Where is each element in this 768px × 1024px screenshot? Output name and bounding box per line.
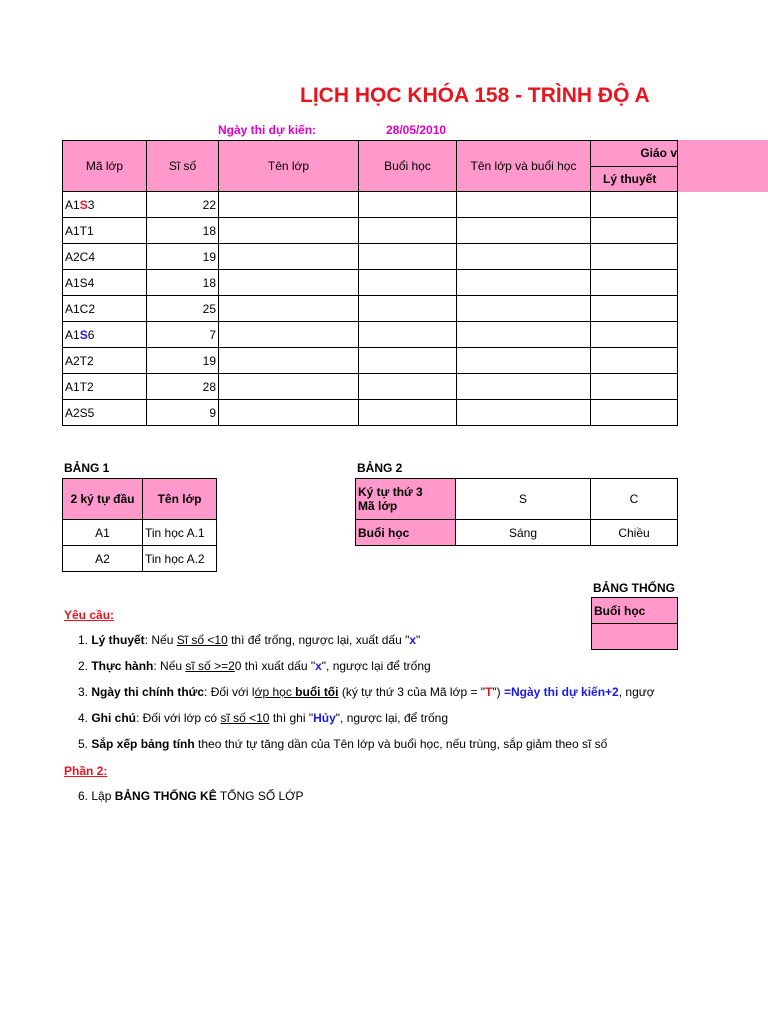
code-prefix: A1 (65, 327, 80, 342)
code-prefix: A1T2 (65, 379, 94, 394)
code-prefix: A2S5 (65, 405, 95, 420)
phan2-label: Phần 2: (64, 764, 108, 778)
bang1-row-code: A1 (63, 520, 143, 546)
cell-buoi-hoc[interactable] (359, 218, 457, 244)
cell-si-so[interactable]: 22 (147, 192, 219, 218)
page-title: LỊCH HỌC KHÓA 158 - TRÌNH ĐỘ A (300, 84, 650, 107)
req-text: thì để trống, ngược lại, xuất dấu " (227, 633, 410, 647)
req-text: TỔNG SỐ LỚP (216, 789, 304, 803)
header-buoi-hoc: Buổi học (359, 141, 457, 192)
header-ma-lop: Mã lớp (63, 141, 147, 192)
header-ly-thuyet: Lý thuyết (591, 166, 678, 192)
bang-thong-ke-header: Buổi học (592, 598, 678, 624)
req-text: theo thứ tự tăng dần của Tên lớp và buổi học, nếu trùng, sắp giảm theo sĩ số (194, 737, 608, 751)
cell-buoi-hoc[interactable] (359, 192, 457, 218)
req-number: 4. (78, 711, 92, 725)
bang2-title: BẢNG 2 (357, 461, 403, 475)
header-fill-extension (677, 140, 768, 192)
bang1-row-code: A2 (63, 546, 143, 572)
cell-buoi-hoc[interactable] (359, 400, 457, 426)
schedule-table (62, 140, 678, 426)
req-underlined: sĩ số >=2 (185, 659, 235, 673)
cell-ten-lop-buoi-hoc[interactable] (457, 374, 591, 400)
cell-ten-lop-buoi-hoc[interactable] (457, 218, 591, 244)
cell-buoi-hoc[interactable] (359, 244, 457, 270)
cell-ly-thuyet[interactable] (591, 374, 678, 400)
bang-thong-ke-cell (592, 624, 678, 650)
code-suffix: 3 (87, 197, 95, 212)
cell-ten-lop[interactable] (219, 348, 359, 374)
cell-ly-thuyet[interactable] (591, 192, 678, 218)
requirement-5 (78, 737, 607, 751)
req-t-mark: T (485, 685, 493, 699)
cell-si-so[interactable]: 19 (147, 244, 219, 270)
cell-ten-lop[interactable] (219, 270, 359, 296)
exam-date-label: Ngày thi dự kiến: (218, 123, 317, 137)
bang2-value-s: S (456, 479, 591, 520)
table-row (63, 192, 678, 218)
req-underlined-bold: buổi tối (295, 685, 339, 699)
bang2-table (355, 478, 678, 546)
req-underlined: sĩ số <10 (220, 711, 270, 725)
header-si-so: Sĩ số (147, 141, 219, 192)
req-text: thì ghi " (269, 711, 314, 725)
req-keyword: Lý thuyết (91, 633, 145, 647)
cell-ma-lop[interactable] (63, 270, 147, 296)
cell-buoi-hoc[interactable] (359, 270, 457, 296)
cell-ma-lop[interactable] (63, 218, 147, 244)
bang1-row-name: Tin học A.2 (143, 546, 217, 572)
requirement-4 (78, 711, 448, 725)
req-text: : Đối với l (204, 685, 255, 699)
bang2-value-chieu: Chiều (591, 520, 678, 546)
cell-ma-lop[interactable] (63, 192, 147, 218)
code-prefix: A1 (65, 197, 80, 212)
requirement-3 (78, 685, 677, 699)
table-row (63, 296, 678, 322)
cell-ten-lop[interactable] (219, 400, 359, 426)
cell-ma-lop[interactable] (63, 400, 147, 426)
cell-ten-lop-buoi-hoc[interactable] (457, 296, 591, 322)
cell-si-so[interactable]: 25 (147, 296, 219, 322)
bang2-header-ky-tu (356, 479, 456, 520)
req-keyword: Thực hành (91, 659, 154, 673)
req-x-mark: x (315, 659, 322, 673)
bang1-table (62, 478, 217, 572)
req-text: 0 thì xuất dấu " (234, 659, 316, 673)
cell-ten-lop[interactable] (219, 244, 359, 270)
req-text: ") (492, 685, 504, 699)
requirement-2 (78, 659, 431, 673)
bang2-header-ky-tu-line2: Mã lớp (358, 499, 398, 513)
req-formula: =Ngày thi dự kiến+2 (504, 685, 619, 699)
table-row (63, 322, 678, 348)
requirement-6 (78, 789, 303, 803)
req-text: : Nếu (153, 659, 186, 673)
header-giao-vien: Giáo v (591, 141, 678, 167)
table-row (63, 218, 678, 244)
cell-ten-lop[interactable] (219, 374, 359, 400)
req-number: 3. (78, 685, 92, 699)
header-ten-lop: Tên lớp (219, 141, 359, 192)
cell-ten-lop-buoi-hoc[interactable] (457, 400, 591, 426)
table-row (63, 400, 678, 426)
cell-ten-lop-buoi-hoc[interactable] (457, 192, 591, 218)
cell-si-so[interactable]: 18 (147, 270, 219, 296)
bang2-header-buoi-hoc: Buổi học (356, 520, 456, 546)
req-text: ", ngược lại để trống (321, 659, 431, 673)
cell-ma-lop[interactable] (63, 374, 147, 400)
req-keyword: Ghi chú (91, 711, 137, 725)
req-keyword: BẢNG THỐNG KÊ (114, 789, 217, 803)
bang-thong-ke-table (591, 597, 678, 650)
bang2-value-c: C (591, 479, 678, 520)
cell-ten-lop[interactable] (219, 296, 359, 322)
bang1-title: BẢNG 1 (64, 461, 110, 475)
cell-ma-lop[interactable] (63, 244, 147, 270)
cell-ly-thuyet[interactable] (591, 296, 678, 322)
req-text: : Đối với lớp có (136, 711, 221, 725)
code-prefix: A2T2 (65, 353, 94, 368)
requirement-1 (78, 633, 420, 647)
table-row (63, 270, 678, 296)
cell-ma-lop[interactable] (63, 296, 147, 322)
code-third-char: S (79, 197, 88, 212)
header-ten-lop-buoi-hoc: Tên lớp và buổi học (457, 141, 591, 192)
bang1-header-name: Tên lớp (143, 479, 217, 520)
req-number: 2. (78, 659, 92, 673)
cell-ly-thuyet[interactable] (591, 322, 678, 348)
cell-buoi-hoc[interactable] (359, 322, 457, 348)
cell-ten-lop[interactable] (219, 322, 359, 348)
cell-ten-lop[interactable] (219, 218, 359, 244)
req-text: (ký tự thứ 3 của Mã lớp = " (338, 685, 486, 699)
req-x-mark: x (409, 633, 417, 647)
req-number: 5. (78, 737, 92, 751)
bang1-row-name: Tin học A.1 (143, 520, 217, 546)
table-row (63, 374, 678, 400)
cell-si-so[interactable]: 28 (147, 374, 219, 400)
code-third-char: S (79, 327, 88, 342)
cell-si-so[interactable]: 18 (147, 218, 219, 244)
req-text: " (416, 633, 421, 647)
cell-ma-lop[interactable] (63, 348, 147, 374)
cell-ten-lop-buoi-hoc[interactable] (457, 322, 591, 348)
req-text: , ngượ (618, 685, 655, 699)
req-underlined: ớp học (254, 685, 296, 699)
req-text: ", ngược lại, để trống (335, 711, 448, 725)
cell-si-so[interactable]: 7 (147, 322, 219, 348)
req-huy-mark: Hủy (313, 711, 336, 725)
code-suffix: 6 (87, 327, 95, 342)
cell-ly-thuyet[interactable] (591, 244, 678, 270)
cell-ly-thuyet[interactable] (591, 348, 678, 374)
cell-ly-thuyet[interactable] (591, 270, 678, 296)
code-prefix: A1T1 (65, 223, 94, 238)
req-keyword: Ngày thi chính thức (91, 685, 205, 699)
cell-ly-thuyet[interactable] (591, 218, 678, 244)
table-row (63, 348, 678, 374)
cell-buoi-hoc[interactable] (359, 374, 457, 400)
bang1-header-code: 2 ký tự đầu (63, 479, 143, 520)
cell-buoi-hoc[interactable] (359, 296, 457, 322)
code-prefix: A1S4 (65, 275, 95, 290)
req-text: : Nếu (144, 633, 177, 647)
code-prefix: A1C2 (65, 301, 96, 316)
bang2-header-ky-tu-line1: Ký tự thứ 3 (358, 485, 423, 499)
cell-ten-lop-buoi-hoc[interactable] (457, 348, 591, 374)
exam-date-value: 28/05/2010 (386, 123, 447, 137)
code-prefix: A2C4 (65, 249, 96, 264)
cell-ten-lop[interactable] (219, 192, 359, 218)
cell-ten-lop-buoi-hoc[interactable] (457, 244, 591, 270)
bang-thong-ke-title: BẢNG THỐNG (593, 581, 675, 595)
cell-buoi-hoc[interactable] (359, 348, 457, 374)
cell-ma-lop[interactable] (63, 322, 147, 348)
req-number: 1. (78, 633, 92, 647)
cell-si-so[interactable]: 9 (147, 400, 219, 426)
req-keyword: Sắp xếp bảng tính (91, 737, 195, 751)
yeu-cau-label: Yêu cầu: (64, 608, 115, 622)
cell-si-so[interactable]: 19 (147, 348, 219, 374)
bang2-value-sang: Sáng (456, 520, 591, 546)
cell-ten-lop-buoi-hoc[interactable] (457, 270, 591, 296)
req-underlined: Sĩ số <10 (176, 633, 228, 647)
cell-ly-thuyet[interactable] (591, 400, 678, 426)
table-row (63, 244, 678, 270)
req-number: 6. Lập (78, 789, 115, 803)
